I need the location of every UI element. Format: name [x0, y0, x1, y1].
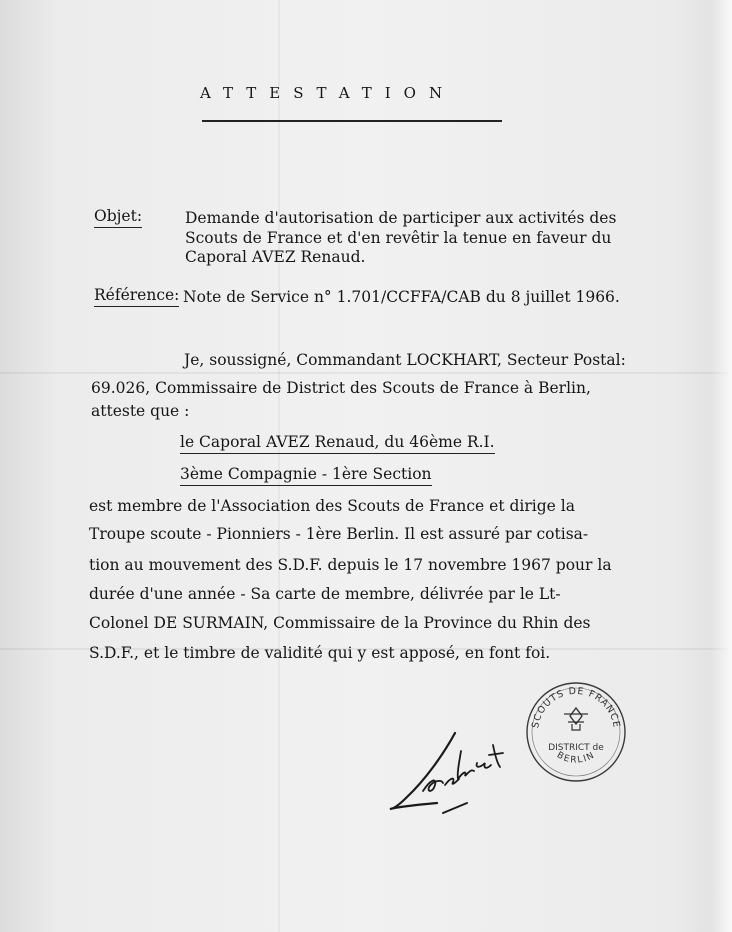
body-line: Colonel DE SURMAIN, Commissaire de la Province du Rhin des	[89, 614, 591, 632]
stamp-middle-text: DISTRICT de	[548, 743, 604, 753]
body-line: est membre de l'Association des Scouts de France et dirige la	[89, 497, 575, 515]
body-line: tion au mouvement des S.D.F. depuis le 17 novembre 1967 pour la	[89, 556, 612, 574]
district-stamp	[524, 680, 628, 784]
object-label: Objet:	[94, 206, 142, 228]
body-line: Je, soussigné, Commandant LOCKHART, Secteur Postal:	[184, 351, 626, 369]
stamp-bottom-text: BERLIN	[554, 750, 598, 766]
body-line: 69.026, Commissaire de District des Scouts de France à Berlin,	[91, 379, 591, 397]
scout-emblem-icon	[564, 708, 588, 730]
object-line: Caporal AVEZ Renaud.	[185, 248, 366, 266]
subject-line: le Caporal AVEZ Renaud, du 46ème R.I.	[180, 432, 495, 454]
paper-edge	[710, 0, 732, 932]
body-line: durée d'une année - Sa carte de membre, délivrée par le Lt-	[89, 585, 561, 603]
body-line: atteste que :	[91, 402, 190, 420]
subject-line: 3ème Compagnie - 1ère Section	[180, 464, 432, 486]
body-line: S.D.F., et le timbre de validité qui y est apposé, en font foi.	[89, 644, 551, 662]
title-underline	[202, 120, 502, 122]
stamp-top-text: SCOUTS DE FRANCE	[530, 685, 622, 730]
document-title: ATTESTATION	[200, 84, 456, 102]
reference-text: Note de Service n° 1.701/CCFFA/CAB du 8 juillet 1966.	[183, 288, 620, 306]
reference-label: Référence:	[94, 285, 179, 307]
object-line: Demande d'autorisation de participer aux activités des	[185, 209, 617, 227]
object-line: Scouts de France et d'en revêtir la tenue en faveur du	[185, 229, 612, 247]
body-line: Troupe scoute - Pionniers - 1ère Berlin. Il est assuré par cotisa-	[89, 525, 589, 543]
paper-fold	[0, 372, 732, 374]
handwritten-signature	[385, 725, 510, 825]
